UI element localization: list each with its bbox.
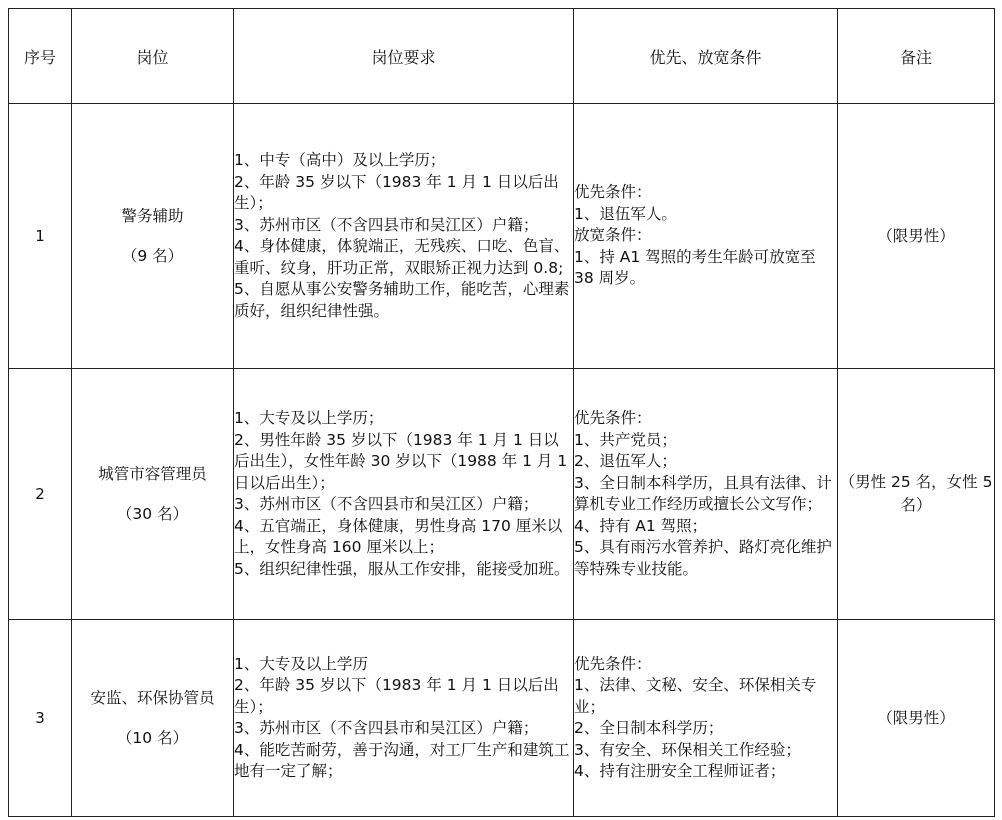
table-row [9,620,995,817]
post-cell [72,104,234,369]
requirement-item: 4、五官端正，身体健康，男性身高 170 厘米以上，女性身高 160 厘米以上； [234,516,563,556]
requirement-item: 4、身体健康，体貌端正，无残疾、口吃、色盲、重听、纹身，肝功正常，双眼矫正视力达到 0.8; [234,237,570,277]
header-post: 岗位 [72,9,234,104]
preference-item: 2、全日制本科学历； [574,719,724,737]
header-no: 序号 [9,9,72,104]
post-name: 城管市容管理员 [98,465,207,483]
header-requirements: 岗位要求 [234,9,574,104]
post-name: 警务辅助 [121,207,184,225]
post-count: （9 名） [121,247,184,265]
preference-item: 优先条件： [574,409,652,427]
requirement-item: 1、大专及以上学历； [234,409,384,427]
row-number: 3 [9,620,72,817]
header-note: 备注 [838,9,995,104]
preference-item: 4、持有注册安全工程师证者； [574,762,786,780]
row-number: 1 [9,104,72,369]
preference-item: 5、具有雨污水管养护、路灯亮化维护等特殊专业技能。 [574,538,832,578]
requirement-item: 4、能吃苦耐劳，善于沟通，对工厂生产和建筑工地有一定了解； [234,740,570,780]
requirement-item: 1、中专（高中）及以上学历； [234,151,446,169]
requirement-item: 3、苏州市区（不含四县市和吴江区）户籍； [234,495,539,513]
post-name: 安监、环保协管员 [90,689,215,707]
requirement-item: 3、苏州市区（不含四县市和吴江区）户籍； [234,719,539,737]
note-cell: （限男性） [838,620,995,817]
preference-item: 放宽条件： [574,226,652,245]
table-row [9,369,995,620]
preference-item: 优先条件： [574,654,652,673]
post-cell [72,369,234,620]
recruitment-table [8,8,995,817]
preference-item: 1、共产党员； [574,430,677,449]
post-count: （30 名） [116,505,189,523]
header-preferences: 优先、放宽条件 [574,9,838,104]
preferences-cell [574,620,838,817]
note-cell: （限男性） [838,104,995,369]
row-number: 2 [9,369,72,620]
preference-item: 优先条件： [574,183,652,202]
preference-item: 3、全日制本科学历，且具有法律、计算机专业工作经历或擅长公文写作； [574,473,832,513]
preference-item: 1、退伍军人。 [574,204,677,223]
preferences-cell [574,104,838,369]
requirement-item: 5、自愿从事公安警务辅助工作，能吃苦，心理素质好，组织纪律性强。 [234,280,570,320]
requirement-item: 2、年龄 35 岁以下（1983 年 1 月 1 日以后出生）； [234,172,559,212]
requirements-cell [234,369,574,620]
requirement-item: 5、组织纪律性强，服从工作安排，能接受加班。 [234,559,570,578]
preference-item: 2、退伍军人； [574,452,677,470]
requirement-item: 1、大专及以上学历 [234,654,368,673]
table-row [9,104,995,369]
preference-item: 1、法律、文秘、安全、环保相关专业； [574,676,817,716]
requirement-item: 2、年龄 35 岁以下（1983 年 1 月 1 日以后出生）； [234,676,559,716]
preference-item: 1、持 A1 驾照的考生年龄可放宽至 38 周岁。 [574,247,816,288]
note-cell: （男性 25 名，女性 5 名） [838,369,995,620]
preference-item: 4、持有 A1 驾照； [574,516,708,535]
preference-item: 3、有安全、环保相关工作经验； [574,740,801,759]
post-count: （10 名） [116,729,189,747]
requirement-item: 2、男性年龄 35 岁以下（1983 年 1 月 1 日以后出生），女性年龄 30 岁以下（1988 年 1 月 1 日以后出生）； [234,430,568,492]
requirements-cell [234,104,574,369]
requirement-item: 3、苏州市区（不含四县市和吴江区）户籍； [234,215,539,234]
post-cell [72,620,234,817]
preferences-cell [574,369,838,620]
header-row [9,9,995,104]
requirements-cell [234,620,574,817]
